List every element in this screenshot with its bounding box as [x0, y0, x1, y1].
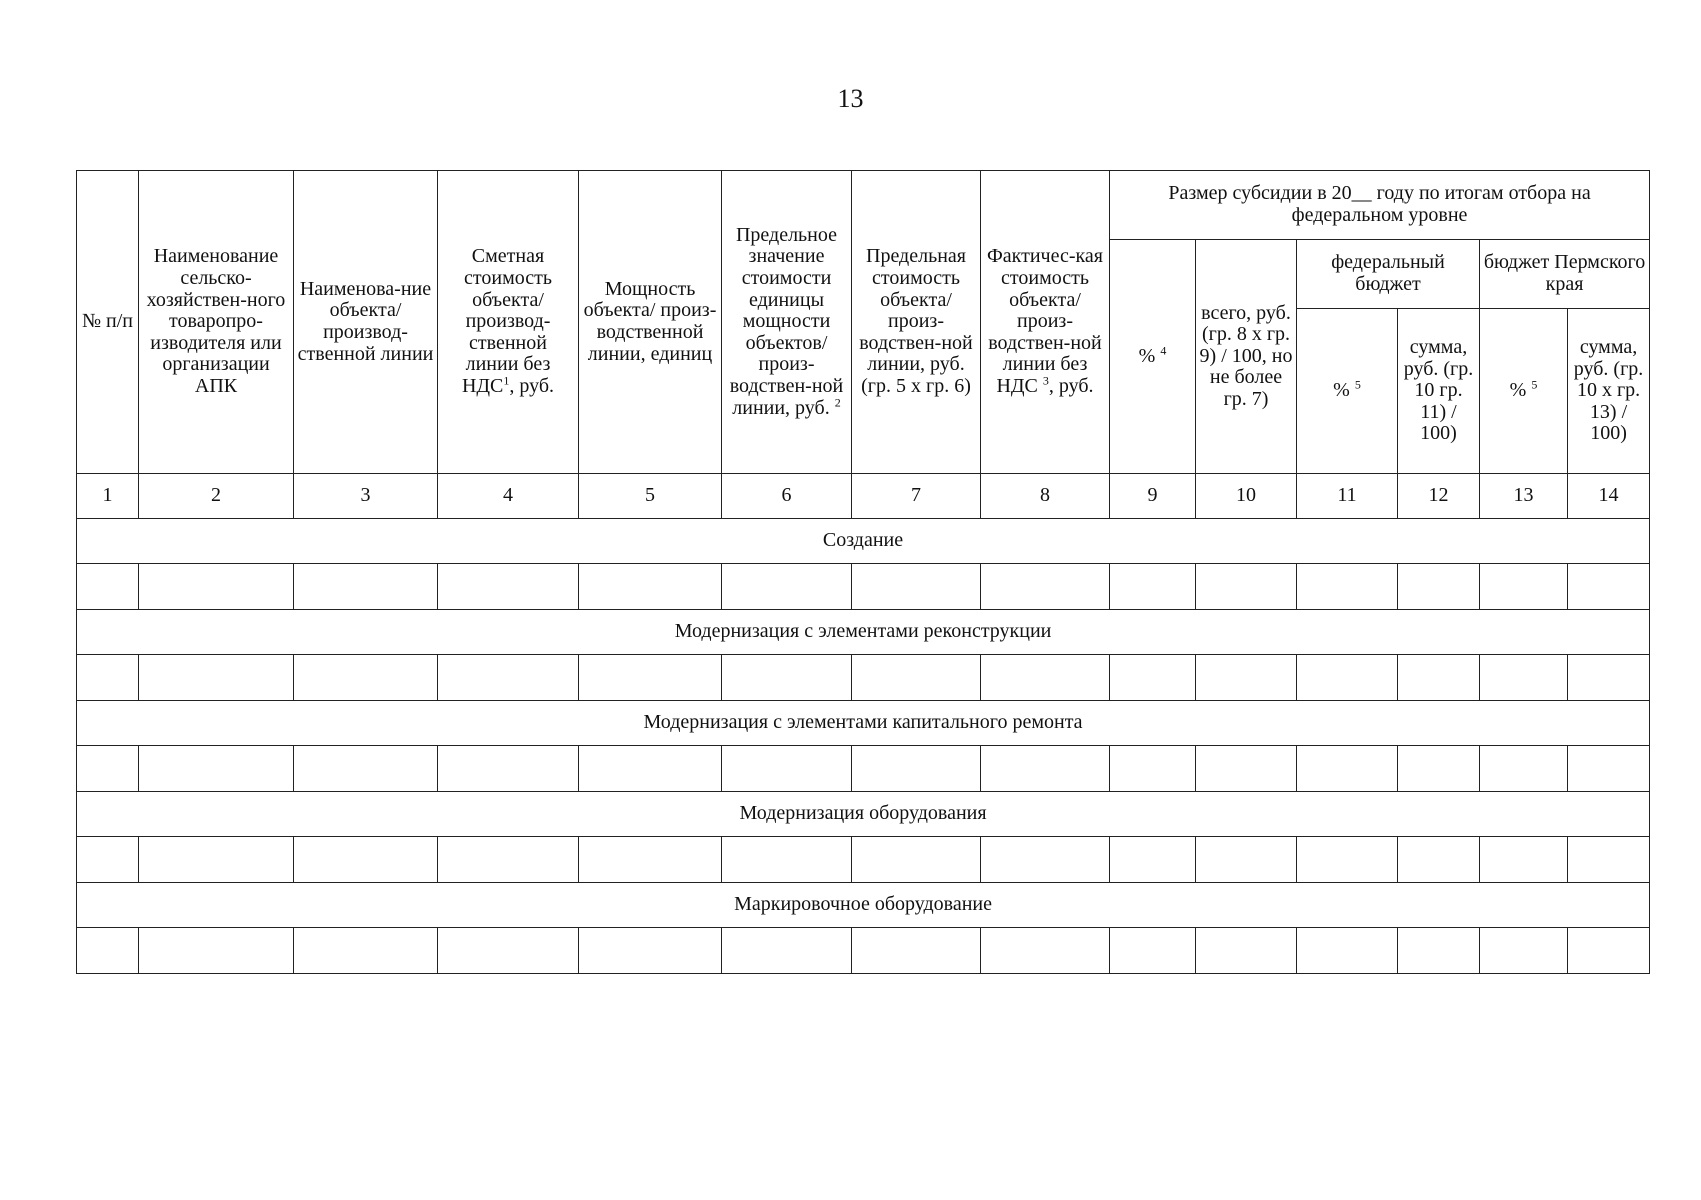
- table-cell: [722, 564, 852, 610]
- header-regional-budget: бюджет Пермского края: [1480, 240, 1650, 309]
- table-row: [77, 928, 1650, 974]
- page-number: 13: [837, 84, 864, 113]
- table-cell: [1297, 837, 1398, 883]
- table-cell: [139, 564, 294, 610]
- table-cell: [77, 655, 139, 701]
- table-cell: [294, 928, 438, 974]
- header-federal-sum: сумма, руб. (гр. 10 гр. 11) / 100): [1398, 309, 1480, 474]
- header-capacity: Мощность объекта/ произ-водственной линии, единиц: [579, 171, 722, 474]
- table-cell: [139, 928, 294, 974]
- table-cell: [579, 564, 722, 610]
- header-row-number: № п/п: [77, 171, 139, 474]
- column-number: 2: [139, 474, 294, 519]
- table-cell: [1196, 564, 1297, 610]
- table-cell: [294, 655, 438, 701]
- table-cell: [981, 837, 1110, 883]
- header-producer-name: Наименование сельско-хозяйствен-ного товаропро-изводителя или организации АПК: [139, 171, 294, 474]
- table-cell: [722, 928, 852, 974]
- table-cell: [1110, 837, 1196, 883]
- table-cell: [1297, 564, 1398, 610]
- table-cell: [77, 837, 139, 883]
- table-cell: [852, 837, 981, 883]
- table-cell: [852, 564, 981, 610]
- column-number: 9: [1110, 474, 1196, 519]
- header-actual-cost: Фактичес-кая стоимость объекта/ произ-водствен-ной линии без НДС $^3$, руб.: [981, 171, 1110, 474]
- section-row-capital-repair: [77, 701, 1650, 746]
- column-number-row: [77, 474, 1650, 519]
- table-row: [77, 564, 1650, 610]
- column-number: 3: [294, 474, 438, 519]
- table-cell: [852, 655, 981, 701]
- table-cell: [1480, 928, 1568, 974]
- table-cell: [722, 837, 852, 883]
- table-cell: [1297, 655, 1398, 701]
- header-federal-percent: % $^5$: [1297, 309, 1398, 474]
- table-cell: [77, 564, 139, 610]
- table-cell: [1568, 564, 1650, 610]
- header-unit-cost-limit: Предельное значение стоимости единицы мощности объектов/ произ-водствен-ной линии, руб. $^2$: [722, 171, 852, 474]
- column-number: 11: [1297, 474, 1398, 519]
- table-cell: [1480, 837, 1568, 883]
- section-title: Маркировочное оборудование: [77, 883, 1650, 928]
- table-cell: [1480, 746, 1568, 792]
- table-cell: [981, 928, 1110, 974]
- table-cell: [722, 746, 852, 792]
- table-cell: [1398, 746, 1480, 792]
- table-cell: [1110, 655, 1196, 701]
- table-cell: [139, 837, 294, 883]
- table-cell: [1297, 746, 1398, 792]
- column-number: 12: [1398, 474, 1480, 519]
- table-cell: [1110, 928, 1196, 974]
- table-cell: [1568, 746, 1650, 792]
- subsidy-table: [76, 170, 1650, 974]
- section-title: Модернизация оборудования: [77, 792, 1650, 837]
- table-row: [77, 746, 1650, 792]
- table-cell: [1196, 928, 1297, 974]
- table-cell: [579, 655, 722, 701]
- header-subsidy-group: Размер субсидии в 20__ году по итогам отбора на федеральном уровне: [1110, 171, 1650, 240]
- table-cell: [1568, 837, 1650, 883]
- header-object-name: Наименова-ние объекта/ производ-ственной линии: [294, 171, 438, 474]
- table-cell: [852, 928, 981, 974]
- column-number: 4: [438, 474, 579, 519]
- section-title: Модернизация с элементами реконструкции: [77, 610, 1650, 655]
- header-cost-limit: Предельная стоимость объекта/ произ-водствен-ной линии, руб. (гр. 5 х гр. 6): [852, 171, 981, 474]
- table-cell: [1398, 928, 1480, 974]
- table-cell: [1398, 564, 1480, 610]
- header-regional-percent: % $^5$: [1480, 309, 1568, 474]
- section-row-reconstruction: [77, 610, 1650, 655]
- table-cell: [139, 655, 294, 701]
- section-title: Модернизация с элементами капитального ремонта: [77, 701, 1650, 746]
- header-estimated-cost: Сметная стоимость объекта/ производ-ственной линии без НДС$^1$, руб.: [438, 171, 579, 474]
- table-cell: [579, 837, 722, 883]
- table-cell: [1568, 928, 1650, 974]
- table-cell: [294, 564, 438, 610]
- header-subsidy-percent: % $^4$: [1110, 240, 1196, 474]
- table-cell: [77, 928, 139, 974]
- table-cell: [852, 746, 981, 792]
- table-cell: [1297, 928, 1398, 974]
- table-cell: [1110, 564, 1196, 610]
- table-cell: [1196, 746, 1297, 792]
- table-cell: [1196, 655, 1297, 701]
- table-cell: [438, 928, 579, 974]
- table-cell: [1196, 837, 1297, 883]
- table-cell: [981, 746, 1110, 792]
- table-cell: [438, 837, 579, 883]
- table-cell: [1568, 655, 1650, 701]
- table-cell: [1398, 655, 1480, 701]
- table-cell: [1398, 837, 1480, 883]
- column-number: 14: [1568, 474, 1650, 519]
- table-cell: [139, 746, 294, 792]
- table-cell: [981, 564, 1110, 610]
- table-cell: [1480, 564, 1568, 610]
- section-title: Создание: [77, 519, 1650, 564]
- table-cell: [579, 928, 722, 974]
- header-federal-budget: федеральный бюджет: [1297, 240, 1480, 309]
- section-row-marking: [77, 883, 1650, 928]
- table-cell: [294, 837, 438, 883]
- table-cell: [438, 746, 579, 792]
- column-number: 7: [852, 474, 981, 519]
- table-cell: [1110, 746, 1196, 792]
- section-row-equipment: [77, 792, 1650, 837]
- table-cell: [294, 746, 438, 792]
- column-number: 8: [981, 474, 1110, 519]
- table-row: [77, 837, 1650, 883]
- column-number: 6: [722, 474, 852, 519]
- column-number: 10: [1196, 474, 1297, 519]
- table-row: [77, 655, 1650, 701]
- table-cell: [722, 655, 852, 701]
- column-number: 5: [579, 474, 722, 519]
- table-cell: [981, 655, 1110, 701]
- table-cell: [579, 746, 722, 792]
- table-cell: [438, 655, 579, 701]
- column-number: 1: [77, 474, 139, 519]
- header-subsidy-total: всего, руб. (гр. 8 х гр. 9) / 100, но не более гр. 7): [1196, 240, 1297, 474]
- column-number: 13: [1480, 474, 1568, 519]
- header-regional-sum: сумма, руб. (гр. 10 х гр. 13) / 100): [1568, 309, 1650, 474]
- section-row-creation: [77, 519, 1650, 564]
- table-cell: [77, 746, 139, 792]
- table-cell: [1480, 655, 1568, 701]
- table-cell: [438, 564, 579, 610]
